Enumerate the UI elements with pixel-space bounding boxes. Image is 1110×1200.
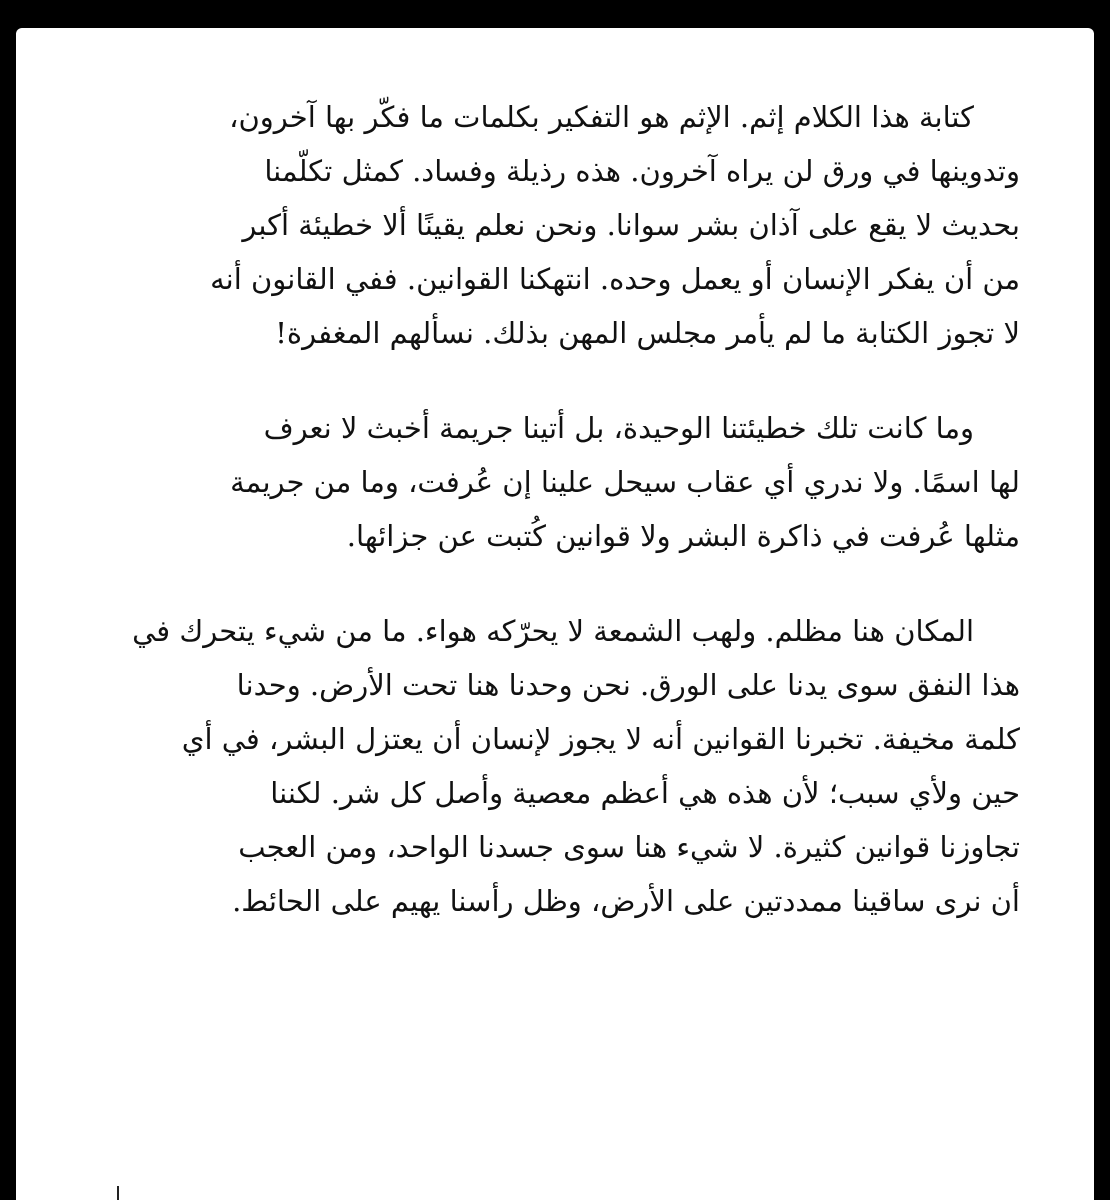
text-line: بحديث لا يقع على آذان بشر سوانا. ونحن نعلم يقينًا ألا خطيئة أكبر	[242, 208, 1020, 242]
paragraph-2	[100, 401, 1020, 563]
text-line: وما كانت تلك خطيئتنا الوحيدة، بل أتينا جريمة أخبث لا نعرف	[263, 411, 974, 445]
text-line: من أن يفكر الإنسان أو يعمل وحده. انتهكنا القوانين. ففي القانون أنه	[210, 262, 1020, 296]
text-line: كلمة مخيفة. تخبرنا القوانين أنه لا يجوز لإنسان أن يعتزل البشر، في أي	[181, 722, 1020, 756]
text-line: مثلها عُرفت في ذاكرة البشر ولا قوانين كُتبت عن جزائها.	[346, 519, 1020, 553]
page-text	[100, 90, 1020, 928]
text-line: لا تجوز الكتابة ما لم يأمر مجلس المهن بذلك. نسألهم المغفرة!	[275, 316, 1020, 350]
paragraph-3	[100, 604, 1020, 928]
text-line: المكان هنا مظلم. ولهب الشمعة لا يحرّكه هواء. ما من شيء يتحرك في	[132, 614, 974, 648]
text-line: تجاوزنا قوانين كثيرة. لا شيء هنا سوى جسدنا الواحد، ومن العجب	[238, 830, 1020, 864]
text-line: هذا النفق سوى يدنا على الورق. نحن وحدنا هنا تحت الأرض. وحدنا	[236, 668, 1020, 702]
text-line: وتدوينها في ورق لن يراه آخرون. هذه رذيلة وفساد. كمثل تكلّمنا	[264, 154, 1020, 188]
page-edge-mark	[117, 1186, 119, 1200]
text-line: أن نرى ساقينا ممددتين على الأرض، وظل رأسنا يهيم على الحائط.	[232, 884, 1020, 918]
paragraph-1	[100, 90, 1020, 360]
book-page	[16, 28, 1094, 1200]
text-line: لها اسمًا. ولا ندري أي عقاب سيحل علينا إن عُرفت، وما من جريمة	[230, 465, 1020, 499]
text-line: كتابة هذا الكلام إثم. الإثم هو التفكير بكلمات ما فكّر بها آخرون،	[229, 100, 974, 134]
text-line: حين ولأي سبب؛ لأن هذه هي أعظم معصية وأصل كل شر. لكننا	[270, 776, 1020, 810]
